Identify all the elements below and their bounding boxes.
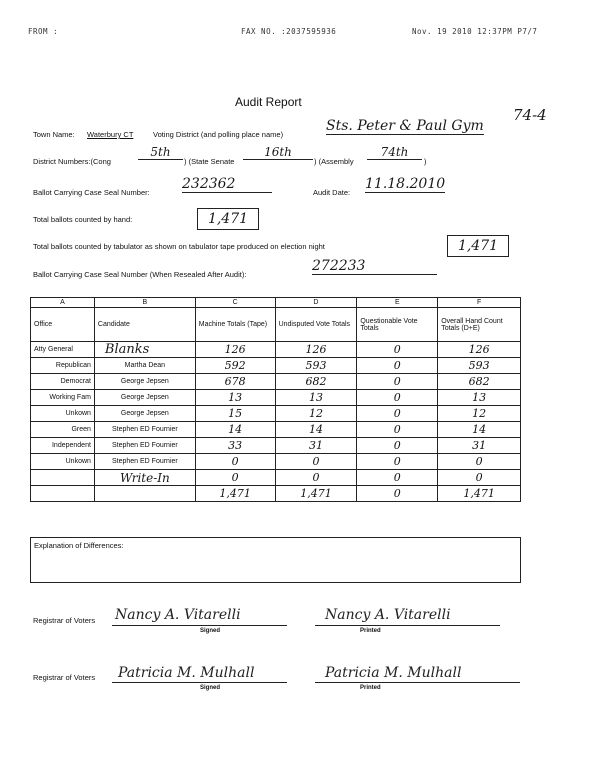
undisputed-cell: 593: [275, 358, 357, 374]
printed-line: [315, 681, 520, 683]
candidate-cell: George Jepsen: [94, 374, 195, 390]
col-letter: C: [195, 298, 275, 308]
assembly-label: ) (Assembly: [314, 157, 354, 166]
header-row: [31, 308, 521, 342]
overall-cell: 31: [438, 438, 521, 454]
office-cell: [31, 486, 95, 502]
signature-line: [112, 681, 287, 683]
tabulator-value: 1,471: [447, 235, 509, 257]
machine-total-cell: 33: [195, 438, 275, 454]
header-office: Office: [31, 308, 95, 342]
questionable-cell: 0: [357, 406, 438, 422]
header-undisputed: Undisputed Vote Totals: [275, 308, 357, 342]
hand-count-label: Total ballots counted by hand:: [33, 215, 133, 224]
seal-label: Ballot Carrying Case Seal Number:: [33, 188, 150, 197]
office-cell: Unkown: [31, 406, 95, 422]
office-cell: Working Fam: [31, 390, 95, 406]
machine-total-cell: 0: [195, 454, 275, 470]
col-letter: E: [357, 298, 438, 308]
hand-count-value: 1,471: [197, 208, 259, 230]
overall-cell: 12: [438, 406, 521, 422]
overall-cell: 593: [438, 358, 521, 374]
cong-value: 5th: [138, 145, 183, 160]
registrar-label: Registrar of Voters: [33, 673, 96, 682]
table-row: [31, 454, 521, 470]
districts-close: ): [424, 157, 427, 166]
overall-cell: 0: [438, 454, 521, 470]
machine-total-cell: 14: [195, 422, 275, 438]
corner-note: 74-4: [513, 106, 547, 124]
office-cell: Unkown: [31, 454, 95, 470]
audit-table: [30, 297, 521, 502]
col-letter: D: [275, 298, 357, 308]
senate-value: 16th: [243, 145, 313, 160]
questionable-cell: 0: [357, 342, 438, 358]
questionable-cell: 0: [357, 374, 438, 390]
totals-row: [31, 486, 521, 502]
overall-cell: 0: [438, 470, 521, 486]
office-cell: Republican: [31, 358, 95, 374]
undisputed-cell: 0: [275, 470, 357, 486]
overall-cell: 1,471: [438, 486, 521, 502]
undisputed-cell: 31: [275, 438, 357, 454]
office-cell: Green: [31, 422, 95, 438]
district-label: Voting District (and polling place name): [153, 130, 284, 139]
header-overall: Overall Hand Count Totals (D+E): [438, 308, 521, 342]
table-row: [31, 422, 521, 438]
undisputed-cell: 13: [275, 390, 357, 406]
signed-label: Signed: [200, 628, 221, 634]
town-value: Waterbury CT: [87, 130, 134, 139]
machine-total-cell: 678: [195, 374, 275, 390]
resealed-label: Ballot Carrying Case Seal Number (When Resealed After Audit):: [33, 270, 247, 279]
districts-label: District Numbers:(Cong: [33, 157, 111, 166]
fax-number: FAX NO. :2037595936: [241, 27, 337, 36]
office-cell: Independent: [31, 438, 95, 454]
candidate-cell: George Jepsen: [94, 390, 195, 406]
registrar-signature: Patricia M. Mulhall: [118, 665, 255, 681]
table-row: [31, 438, 521, 454]
questionable-cell: 0: [357, 486, 438, 502]
candidate-cell: George Jepsen: [94, 406, 195, 422]
table-row: [31, 390, 521, 406]
table-row: [31, 374, 521, 390]
undisputed-cell: 0: [275, 454, 357, 470]
senate-label: ) (State Senate: [184, 157, 235, 166]
col-letter: F: [438, 298, 521, 308]
explanation-box: [30, 537, 521, 583]
undisputed-cell: 12: [275, 406, 357, 422]
machine-total-cell: 0: [195, 470, 275, 486]
printed-label: Printed: [360, 628, 381, 634]
undisputed-cell: 682: [275, 374, 357, 390]
overall-cell: 14: [438, 422, 521, 438]
header-machine-totals: Machine Totals (Tape): [195, 308, 275, 342]
resealed-value: 272233: [312, 258, 437, 275]
machine-total-cell: 126: [195, 342, 275, 358]
overall-cell: 682: [438, 374, 521, 390]
registrar-printed-name: Nancy A. Vitarelli: [325, 607, 451, 623]
candidate-cell: Stephen ED Fournier: [94, 454, 195, 470]
machine-total-cell: 13: [195, 390, 275, 406]
candidate-cell: Blanks: [94, 342, 195, 358]
candidate-cell: Stephen ED Fournier: [94, 422, 195, 438]
candidate-cell: Martha Dean: [94, 358, 195, 374]
questionable-cell: 0: [357, 358, 438, 374]
table-row: [31, 358, 521, 374]
audit-date-label: Audit Date:: [313, 188, 351, 197]
registrar-signature: Nancy A. Vitarelli: [115, 607, 241, 623]
seal-value: 232362: [182, 176, 272, 193]
undisputed-cell: 14: [275, 422, 357, 438]
assembly-value: 74th: [367, 145, 422, 160]
questionable-cell: 0: [357, 390, 438, 406]
col-letter: A: [31, 298, 95, 308]
overall-cell: 13: [438, 390, 521, 406]
district-value: Sts. Peter & Paul Gym: [326, 118, 484, 134]
office-cell: Democrat: [31, 374, 95, 390]
table-row: [31, 470, 521, 486]
machine-total-cell: 1,471: [195, 486, 275, 502]
registrar-printed-name: Patricia M. Mulhall: [325, 665, 462, 681]
fax-date: Nov. 19 2010 12:37PM P7/7: [412, 27, 538, 36]
undisputed-cell: 1,471: [275, 486, 357, 502]
column-letter-row: [31, 298, 521, 308]
audit-date-value: 11.18.2010: [365, 176, 446, 192]
machine-total-cell: 15: [195, 406, 275, 422]
undisputed-cell: 126: [275, 342, 357, 358]
table-row: [31, 406, 521, 422]
header-questionable: Questionable Vote Totals: [357, 308, 438, 342]
col-letter: B: [94, 298, 195, 308]
questionable-cell: 0: [357, 422, 438, 438]
printed-line: [315, 624, 500, 626]
printed-label: Printed: [360, 685, 381, 691]
signature-line: [112, 624, 287, 626]
questionable-cell: 0: [357, 470, 438, 486]
explanation-label: Explanation of Differences:: [34, 541, 124, 550]
office-cell: Atty General: [31, 342, 95, 358]
machine-total-cell: 592: [195, 358, 275, 374]
tabulator-label: Total ballots counted by tabulator as shown on tabulator tape produced on election night: [33, 242, 325, 251]
table-row: [31, 342, 521, 358]
candidate-cell: Write-In: [94, 470, 195, 486]
header-candidate: Candidate: [94, 308, 195, 342]
overall-cell: 126: [438, 342, 521, 358]
signed-label: Signed: [200, 685, 221, 691]
questionable-cell: 0: [357, 454, 438, 470]
candidate-cell: Stephen ED Fournier: [94, 438, 195, 454]
registrar-label: Registrar of Voters: [33, 616, 96, 625]
candidate-cell: [94, 486, 195, 502]
office-cell: [31, 470, 95, 486]
page-title: Audit Report: [235, 95, 302, 109]
town-label: Town Name:: [33, 130, 75, 139]
fax-from: FROM :: [28, 27, 59, 36]
questionable-cell: 0: [357, 438, 438, 454]
